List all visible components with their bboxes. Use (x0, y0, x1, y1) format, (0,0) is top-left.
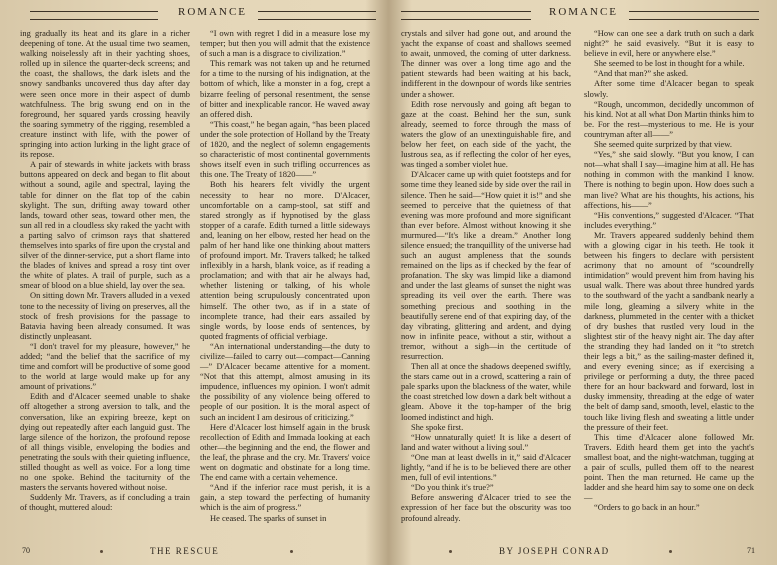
paragraph: “His conventions,” suggested d'Alcacer. “That includes everything.” (584, 209, 754, 230)
header-ornament-left (30, 11, 158, 20)
left-page-number: 70 (22, 546, 30, 555)
left-page-column-1 (20, 28, 190, 513)
paragraph: “How unnaturally quiet! It is like a desert of land and water without a living soul.” (401, 431, 571, 452)
right-page-column-2 (584, 28, 754, 513)
header-ornament-right (258, 11, 376, 20)
left-page-column-2 (200, 28, 370, 523)
paragraph: “I don't travel for my pleasure, however,” he added; “and the belief that the sacrifice of my time and comfort will be productive of some good to the world at large would make up for any amount of privations.” (20, 340, 190, 392)
paragraph: “Yes,” she said slowly. “But you know, I can not—what shall I say—imagine him at all. He has nothing in common with the mankind I know. There is nothing to begin upon. How does such a man live? What are his thoughts, his actions, his affections, his——” (584, 149, 754, 210)
paragraph: “An international understanding—the duty to civilize—failed to carry out—compact—Canning—” D'Alcacer became attentive for a moment. “Not that this attempt, almost amusing in its impudence, influences my opinion. I won't admit the possibility of any violence being offered to people of our position. It is the moral aspect of such an incident I am desirous of criticizing.” (200, 340, 370, 422)
paragraph: Then all at once the shadows deepened swiftly, the stars came out in a crowd, scattering a rain of pale sparks upon the blackness of the water, while the coast stretched low down a dark belt without a gleam. Above it the top-hamper of the brig loomed indistinct and high. (401, 361, 571, 422)
paragraph: A pair of stewards in white jackets with brass buttons appeared on deck and began to flit about without a sound, agile and spectral, laying the table for dinner on the flat top of the cabin skylight. The sun, drifting away toward other lands, toward other seas, toward other men, the sun all red in a cloudless sky raked the yacht with a parting salvo of crimson rays that shattered themselves into sparks of fire upon the crystal and silver of the dinner-service, put a short flame into the blades of knives and spread a rosy tint over the white of plates. A trail of purple, such as a smear of blood on a blue shield, lay over the sea. (20, 159, 190, 291)
left-page (0, 0, 388, 565)
paragraph: “This coast,” he began again, “has been placed under the sole protection of Holland by the Treaty of 1820, and the neglect of solemn engagements so characteristic of most continental governments shows itself even in such trifling occurrences as this one. The Treaty of 1820——” (200, 118, 370, 180)
paragraph: Both his hearers felt vividly the urgent necessity to hear no more. D'Alcacer, uncomfortable on a camp-stool, sat stiff and stared strongly as if hypnotised by the glass stopper of a carafe. Edith turned a little sideways and, leaning on her elbow, rested her head on the palm of her hand like one thinking about matters of profound import. Mr. Travers talked; he talked inflexibly in a harsh, blank voice, as if reading a proclamation; and with that air he always had, whether listening or talking, of his whole attention being scrupulously concentrated upon himself. The other two, as if in a state of incomplete trance, had their ears assailed by single words, by loose ends of sentences, by quoted fragments of official verbiage. (200, 179, 370, 341)
paragraph: After some time d'Alcacer began to speak slowly. (584, 78, 754, 99)
paragraph: She seemed to be lost in thought for a while. (594, 58, 745, 69)
paragraph: “Rough, uncommon, decidedly uncommon of his kind. Not at all what Don Martin thinks him to be. For the rest—mysterious to me. He is your countryman after all——” (584, 98, 754, 139)
paragraph: crystals and silver had gone out, and around the yacht the expanse of coast and shallows seemed to await, unmoved, the coming of utter darkness. The dinner was over a long time ago and the patient stewards had been waiting at his back, indifferent in the downpour of words like sentries under a shower. (401, 28, 571, 99)
right-page (389, 0, 777, 565)
paragraph: Mr. Travers appeared suddenly behind them with a glowing cigar in his teeth. He took it between his fingers to declare with persistent acrimony that no amount of “scoundrelly intimidation” would prevent him from having his usual walk. There was about three hundred yards to the southward of the yacht a sandbank nearly a mile long, gleaming a silvery white in the darkness, plummeted in the center with a thicket of dry bushes that rustled very loud in the slightest stir of the heavy night air. The day after the stranding they had landed on it “to stretch their legs a bit,” as the sailing-master defined it, and every evening since; as if exercising a privilege or performing a duty, the three paced there for an hour backward and forward, lost in dusky immensity, threading at the edge of water the belt of damp sand, smooth, level, elastic to the touch like living flesh and sweating a little under the pressure of their feet. (584, 229, 754, 432)
right-page-number: 71 (747, 546, 755, 555)
right-page-header: ROMANCE (549, 6, 619, 18)
paragraph: This time d'Alcacer alone followed Mr. Travers. Edith heard them get into the yacht's smallest boat, and the night-watchman, tugging at a pair of sculls, pulled them off to the nearest point. Then the man returned. He came up the ladder and she heard him say to some one on deck— (584, 431, 754, 503)
paragraph: “And that man?” she asked. (594, 68, 688, 79)
paragraph: She seemed quite surprized by that view. (594, 139, 732, 150)
footer-bullet (290, 550, 293, 553)
paragraph: On sitting down Mr. Travers alluded in a vexed tone to the necessity of living on preserves, all the stock of fresh provisions for the passage to Batavia having been already consumed. It was distinctly unpleasant. (20, 290, 190, 341)
paragraph: ing gradually its heat and its glare in a richer deepening of tone. At the usual time two seamen, walking noiselessly aft in their yachting shoes, rolled up in silence the quarter-deck screens; and the coast, the shallows, the dark islets and the snowy sandbanks uncovered thus day after day were seen once more in their aspect of dumb watchfulness. The brig swung end on in the foreground, her squared yards crossing heavily the soaring symmetry of the rigging, resembled a creature instinct with life, with the power of springing into action lurking in the light grace of its repose. (20, 28, 190, 160)
left-page-footer: THE RESCUE (150, 546, 220, 556)
paragraph: He ceased. The sparks of sunset in (210, 512, 327, 523)
paragraph: D'Alcacer came up with quiet footsteps and for some time they leaned side by side over the rail in silence. Then he said—“How quiet it is!” and she seemed to perceive that the quietness of that evening was more profound and more significant than ever before. Almost without knowing it she murmured—“It's like a dream.” Another long silence ensued; the tranquillity of the universe had such an august ampleness that the sounds remained on the lips as if checked by the fear of profanation. The sky was limpid like a diamond and under the last gleams of sunset the night was spreading its veil over the earth. There was something precious and soothing in the beautifully serene end of that expiring day, of the day vibrating, glittering and ardent, and dying now in infinite peace, without a stir, without a tremor, without a sigh—in the certitude of resurrection. (401, 169, 571, 361)
paragraph: “One man at least dwells in it,” said d'Alcacer lightly, “and if he is to be believed there are other men, full of evil intentions.” (401, 451, 571, 483)
header-ornament-right (629, 11, 759, 20)
paragraph: Edith and d'Alcacer seemed unable to shake off altogether a strong aversion to talk, and the conversation, like an expiring breeze, kept on dying out repeatedly after each languid gust. The large silence of the horizon, the profound repose of all things visible, enveloping the bodies and penetrating the souls with their quieting influence, stilled thought as well as voice. For a long time no one spoke. Behind the taciturnity of the masters the servants hovered without noise. (20, 391, 190, 493)
paragraph: “Orders to go back in an hour.” (594, 502, 700, 513)
right-page-column-1 (401, 28, 571, 523)
paragraph: “I own with regret I did in a measure lose my temper; but then you will admit that the existence of such a man is a disgrace to civilization.” (200, 28, 370, 59)
left-page-header: ROMANCE (178, 6, 248, 18)
footer-bullet (100, 550, 103, 553)
paragraph: “Do you think it's true?” (411, 482, 494, 493)
right-page-footer: BY JOSEPH CONRAD (499, 546, 610, 556)
paragraph: “And if the inferior race must perish, it is a gain, a step toward the perfecting of humanity which is the aim of progress.” (200, 482, 370, 513)
footer-bullet (669, 550, 672, 553)
paragraph: She spoke first. (411, 421, 464, 432)
paragraph: Before answering d'Alcacer tried to see the expression of her face but the obscurity was too profound already. (401, 492, 571, 523)
paragraph: Here d'Alcacer lost himself again in the brusk recollection of Edith and Immada looking at each other—the beginning and the end, the flower and the leaf, the phrase and the cry. Mr. Travers' voice went on dogmatic and obstinate for a long time. The end came with a certain vehemence. (200, 421, 370, 483)
paragraph: Suddenly Mr. Travers, as if concluding a train of thought, muttered aloud: (20, 492, 190, 513)
paragraph: “How can one see a dark truth on such a dark night?” he said evasively. “But it is easy to believe in evil, here or anywhere else.” (584, 28, 754, 59)
paragraph: This remark was not taken up and he returned for a time to the nursing of his indignation, at the bottom of which, like a monster in a fog, crept a bizarre feeling of personal resentment, the sense of bitter and inexplicable rancor. He waved away an offered dish. (200, 58, 370, 119)
paragraph: Edith rose nervously and going aft began to gaze at the coast. Behind her the sun, sunk already, seemed to force through the mass of waters the glow of an unextinguishable fire, and below her feet, on each side of the yacht, the lustrous sea, as if reflecting the color of her eyes, was tinged a somber violet hue. (401, 98, 571, 170)
footer-bullet (449, 550, 452, 553)
header-ornament-left (401, 11, 531, 20)
